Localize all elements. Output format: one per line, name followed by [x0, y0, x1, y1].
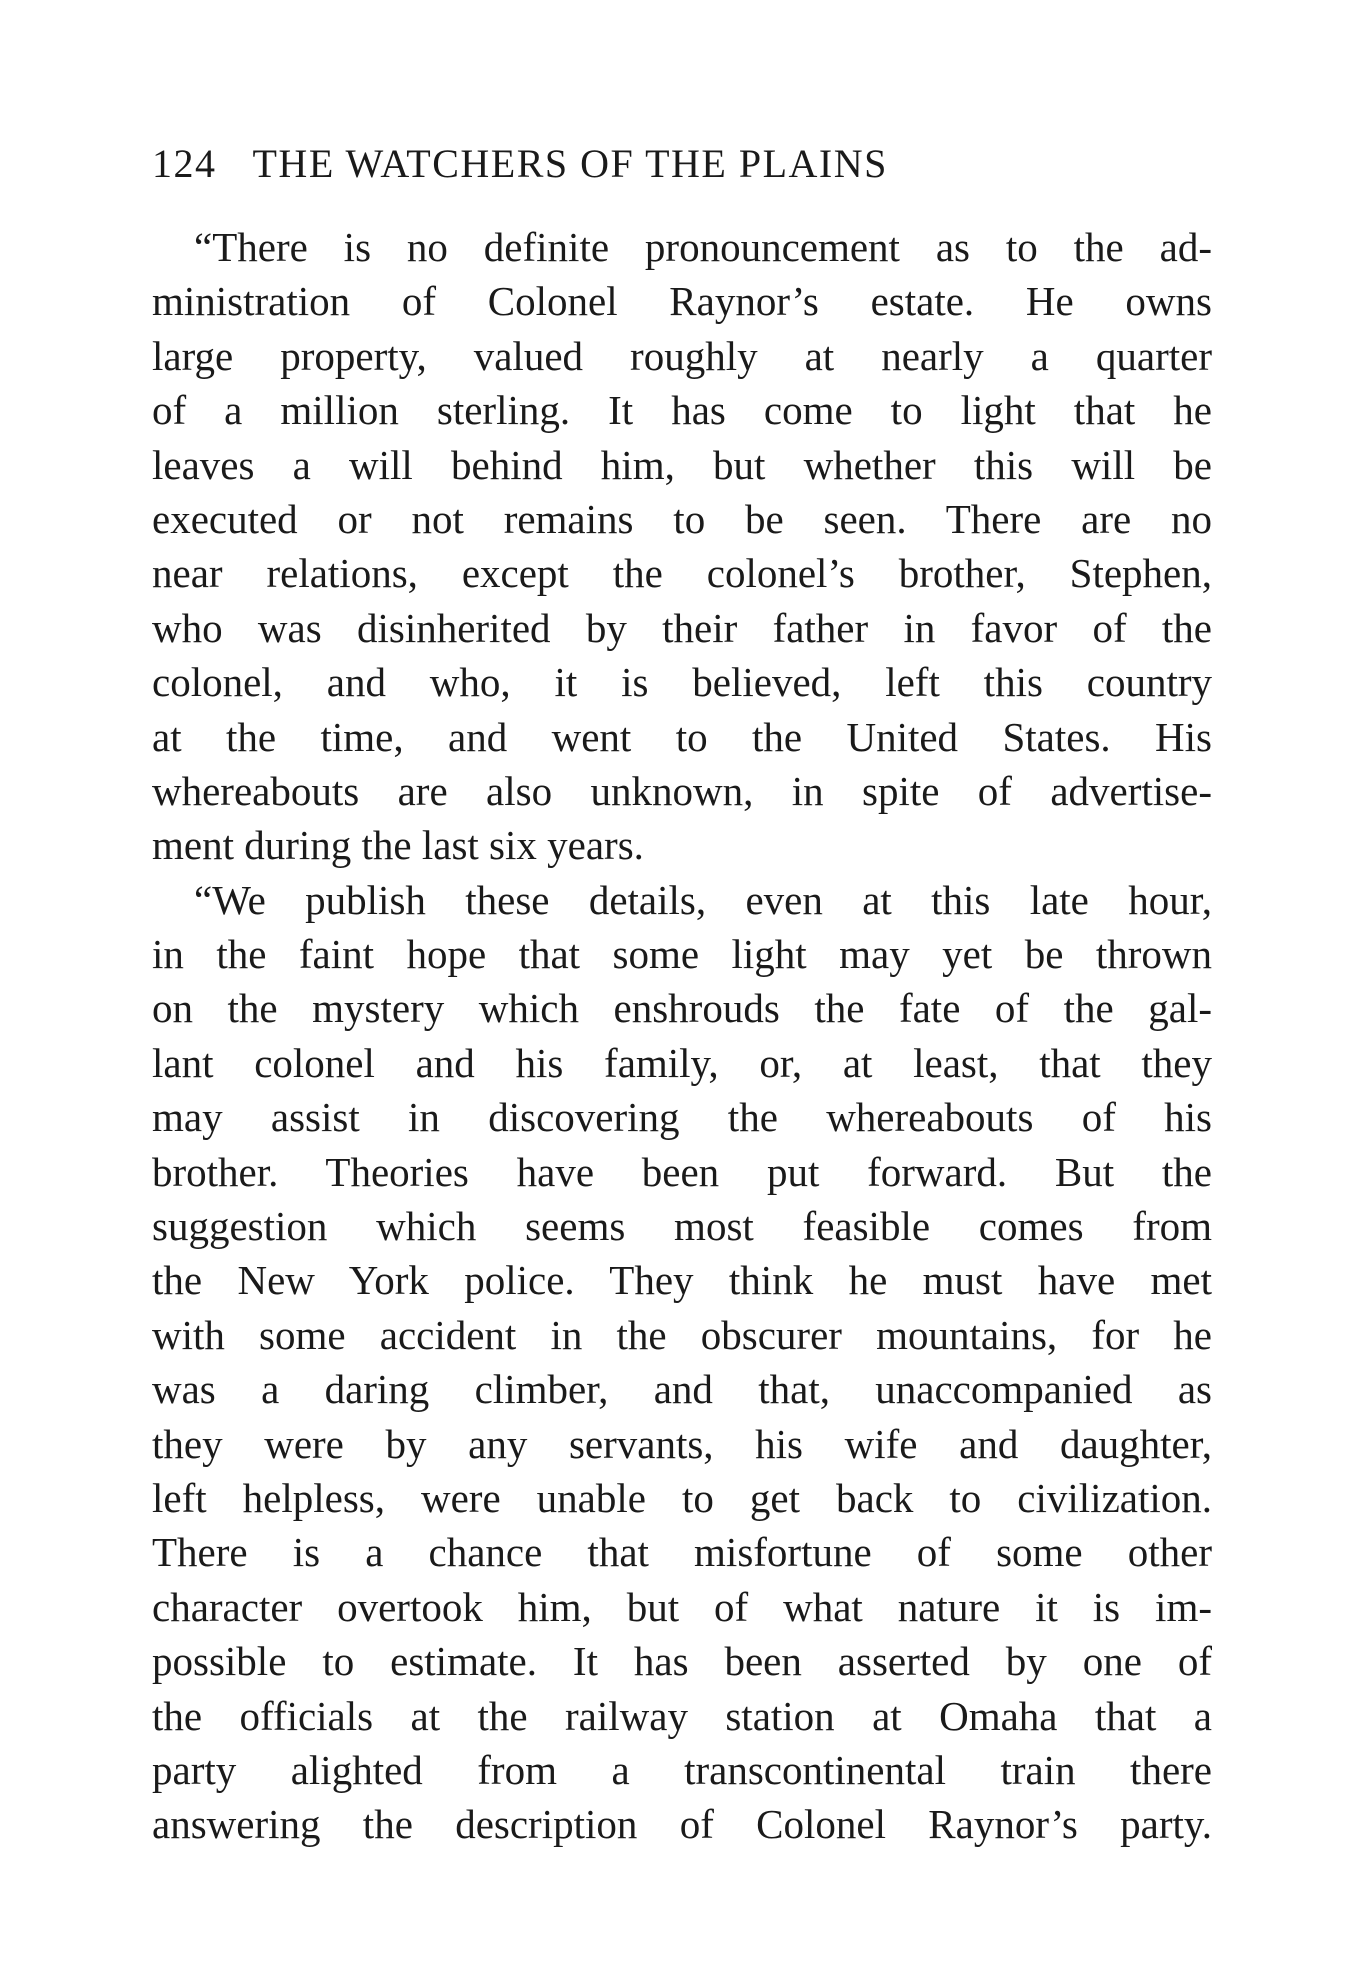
- text-line: ministration of Colonel Raynor’s estate. He owns: [152, 278, 1212, 325]
- text-line: answering the description of Colonel Raynor’s party.: [152, 1801, 1212, 1848]
- text-line: with some accident in the obscurer mountains, for he: [152, 1311, 1212, 1358]
- text-line: of a million sterling. It has come to light that he: [152, 387, 1212, 434]
- body-text: [152, 220, 1212, 1852]
- text-line: brother. Theories have been put forward. But the: [152, 1148, 1212, 1195]
- text-line: at the time, and went to the United States. His: [152, 713, 1212, 760]
- text-line: who was disinherited by their father in favor of the: [152, 604, 1212, 651]
- text-line: party alighted from a transcontinental train there: [152, 1746, 1212, 1793]
- text-line: on the mystery which enshrouds the fate of the gal-: [152, 985, 1212, 1032]
- book-page: [152, 140, 1212, 1852]
- text-line: the New York police. They think he must have met: [152, 1257, 1212, 1304]
- text-line: executed or not remains to be seen. There are no: [152, 495, 1212, 542]
- text-line: possible to estimate. It has been asserted by one of: [152, 1638, 1212, 1685]
- text-line: they were by any servants, his wife and daughter,: [152, 1420, 1212, 1467]
- text-line: leaves a will behind him, but whether this will be: [152, 441, 1212, 488]
- text-line: near relations, except the colonel’s brother, Stephen,: [152, 550, 1212, 597]
- text-line: lant colonel and his family, or, at least, that they: [152, 1039, 1212, 1086]
- page-number: 124: [152, 141, 217, 186]
- text-line: ment during the last six years.: [152, 822, 644, 869]
- running-title: THE WATCHERS OF THE PLAINS: [252, 141, 888, 186]
- text-line: was a daring climber, and that, unaccompanied as: [152, 1366, 1212, 1413]
- text-line: suggestion which seems most feasible comes from: [152, 1203, 1212, 1250]
- text-line: “There is no definite pronouncement as to the ad-: [194, 224, 1212, 270]
- text-line: colonel, and who, it is believed, left this country: [152, 659, 1212, 706]
- text-line: whereabouts are also unknown, in spite of advertise-: [152, 767, 1212, 814]
- running-head: [152, 140, 1212, 198]
- text-line: may assist in discovering the whereabouts of his: [152, 1094, 1212, 1141]
- text-line: large property, valued roughly at nearly a quarter: [152, 332, 1212, 379]
- text-line: the officials at the railway station at Omaha that a: [152, 1692, 1212, 1739]
- text-line: There is a chance that misfortune of some other: [152, 1529, 1212, 1576]
- text-line: “We publish these details, even at this late hour,: [194, 876, 1212, 923]
- text-line: in the faint hope that some light may yet be thrown: [152, 931, 1212, 978]
- text-line: character overtook him, but of what nature it is im-: [152, 1583, 1212, 1630]
- text-line: left helpless, were unable to get back to civilization.: [152, 1474, 1212, 1521]
